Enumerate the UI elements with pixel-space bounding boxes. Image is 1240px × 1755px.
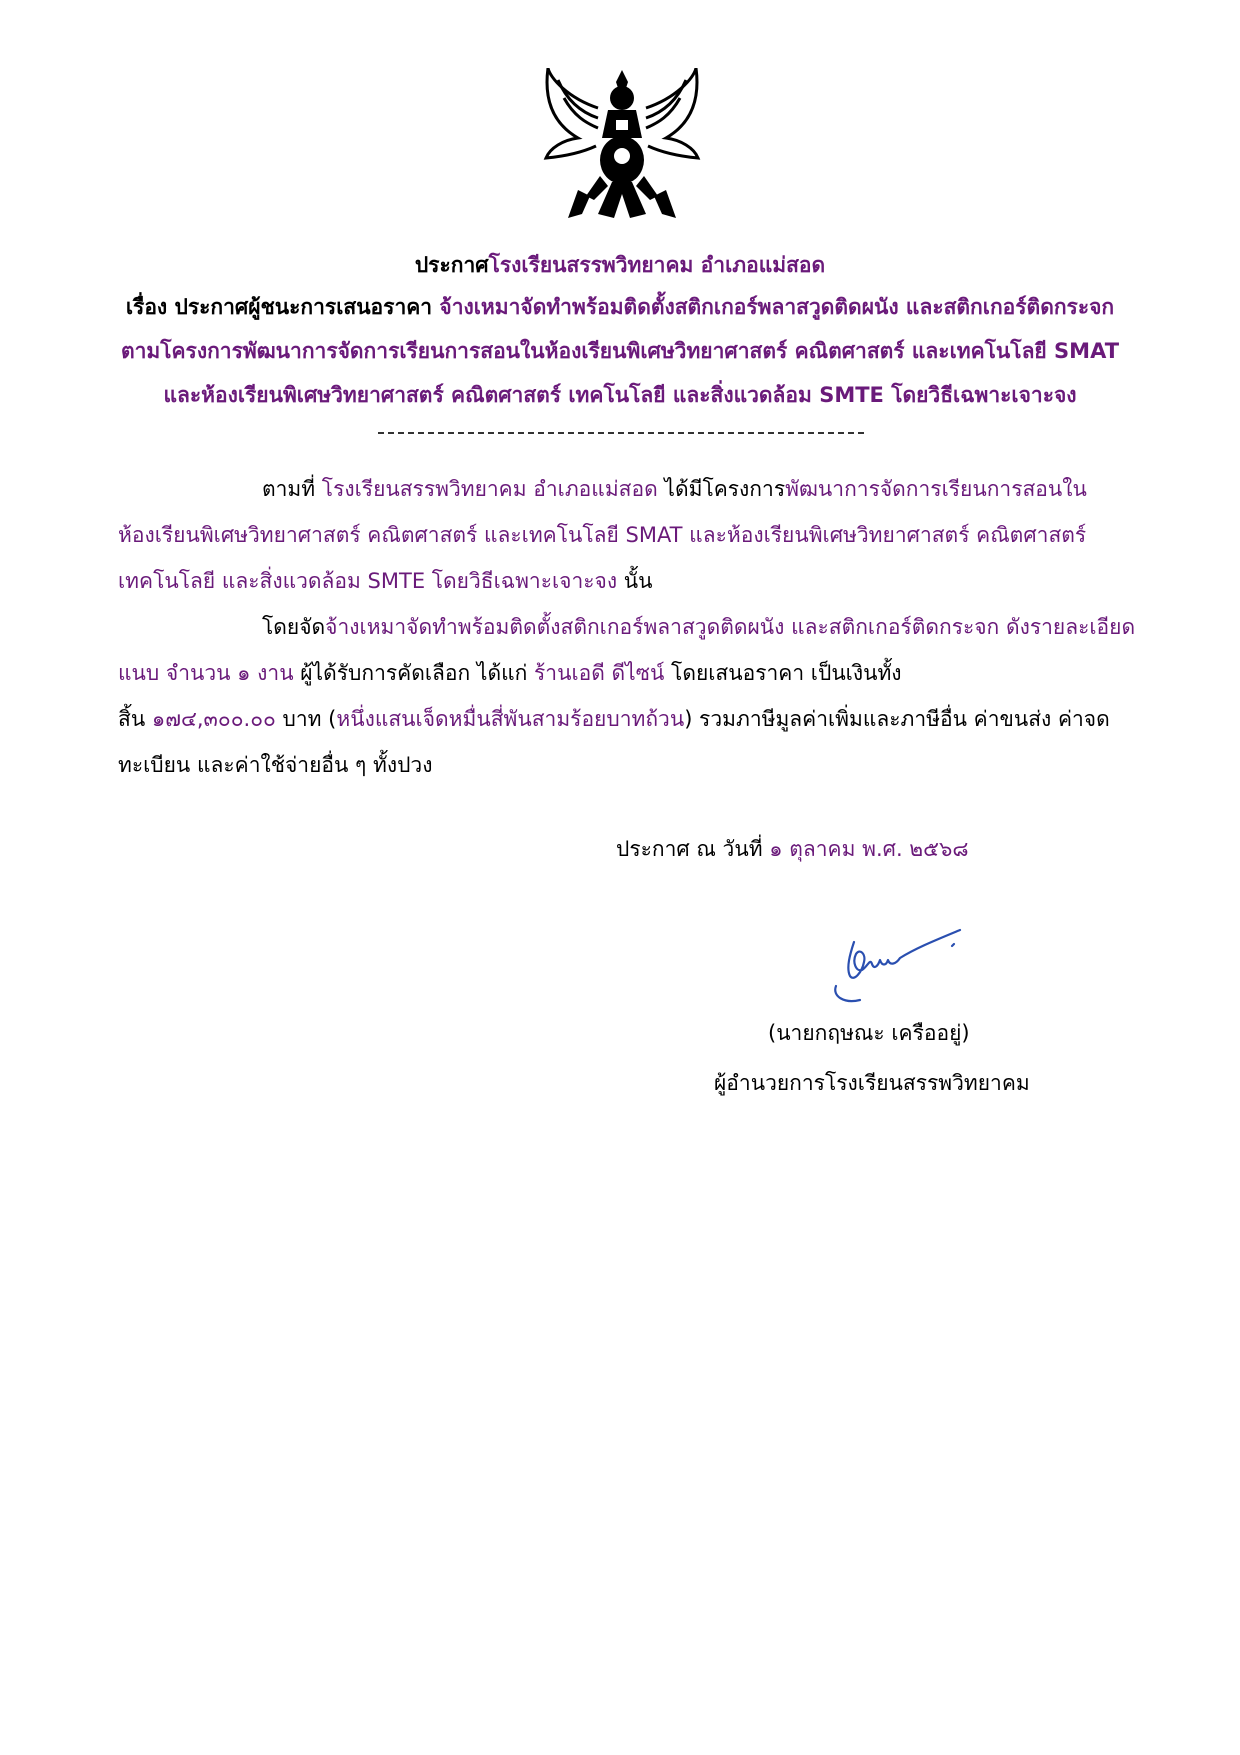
p2-vendor-name: ร้านเอดี ดีไซน์	[534, 661, 665, 685]
school-name: โรงเรียนสรรพวิทยาคม อำเภอแม่สอด	[488, 253, 826, 277]
p2-amount: ๑๗๔,๓๐๐.๐๐	[151, 707, 276, 731]
paragraph-2-line-4: ทะเบียน และค่าใช้จ่ายอื่น ๆ ทั้งปวง	[118, 753, 433, 777]
p2-text-e: สิ้น	[118, 707, 152, 731]
p2-text-d: โดยเสนอราคา เป็นเงินทั้ง	[664, 661, 902, 685]
p2-work-description: จ้างเหมาจัดทำพร้อมติดตั้งสติกเกอร์พลาสวูดติดผนัง และสติกเกอร์ติดกระจก ดังรายละเอียด	[325, 615, 1136, 639]
p2-text-a: โดยจัด	[262, 615, 326, 639]
paragraph-2-line-1	[262, 612, 1135, 642]
heading-prefix: ประกาศ	[414, 253, 489, 277]
p1-text-a: ตามที่	[262, 477, 322, 501]
paragraph-2-line-3	[118, 704, 1110, 734]
p2-text-b: ผู้ได้รับการคัดเลือก ได้แก่	[293, 661, 535, 685]
p1-project-end: เทคโนโลยี และสิ่งแวดล้อม SMTE โดยวิธีเฉพาะเจาะจง	[118, 569, 618, 593]
p2-quantity: แนบ จำนวน ๑ งาน	[118, 661, 294, 685]
separator-line	[378, 432, 864, 434]
heading-line-2	[0, 292, 1240, 322]
p2-text-f: บาท (	[275, 707, 337, 731]
p2-text-g: ) รวมภาษีมูลค่าเพิ่มและภาษีอื่น ค่าขนส่ง ค่าจด	[684, 707, 1110, 731]
handwritten-signature-icon	[820, 920, 970, 1020]
p1-school-name: โรงเรียนสรรพวิทยาคม อำเภอแม่สอด	[321, 477, 658, 501]
date-label: ประกาศ ณ วันที่	[616, 837, 770, 861]
date-value: ๑ ตุลาคม พ.ศ. ๒๕๖๘	[769, 837, 969, 861]
p1-project-start: พัฒนาการจัดการเรียนการสอนใน	[785, 477, 1087, 501]
heading-line-4: และห้องเรียนพิเศษวิทยาศาสตร์ คณิตศาสตร์ เทคโนโลยี และสิ่งแวดล้อม SMTE โดยวิธีเฉพาะเจาะจง	[163, 383, 1077, 407]
subject-text: จ้างเหมาจัดทำพร้อมติดตั้งสติกเกอร์พลาสวูดติดผนัง และสติกเกอร์ติดกระจก	[439, 295, 1115, 319]
paragraph-2-line-2	[118, 658, 902, 688]
paragraph-1-line-1	[262, 474, 1087, 504]
announcement-date-line	[616, 834, 969, 864]
garuda-emblem-icon	[538, 68, 706, 220]
p2-amount-words: หนึ่งแสนเจ็ดหมื่นสี่พันสามร้อยบาทถ้วน	[336, 707, 685, 731]
p1-text-end: นั้น	[617, 569, 653, 593]
signer-name: (นายกฤษณะ เครืออยู่)	[768, 1021, 970, 1045]
signer-title: ผู้อำนวยการโรงเรียนสรรพวิทยาคม	[714, 1071, 1030, 1095]
paragraph-1-line-2: ห้องเรียนพิเศษวิทยาศาสตร์ คณิตศาสตร์ และเทคโนโลยี SMAT และห้องเรียนพิเศษวิทยาศาสตร์ คณิตศาสตร์	[118, 523, 1087, 547]
heading-line-1	[0, 250, 1240, 280]
paragraph-1-line-3	[118, 566, 653, 596]
subject-prefix: เรื่อง ประกาศผู้ชนะการเสนอราคา	[125, 295, 440, 319]
p1-text-c: ได้มีโครงการ	[657, 477, 786, 501]
heading-line-3: ตามโครงการพัฒนาการจัดการเรียนการสอนในห้องเรียนพิเศษวิทยาศาสตร์ คณิตศาสตร์ และเทคโนโลยี SMAT	[120, 339, 1120, 363]
